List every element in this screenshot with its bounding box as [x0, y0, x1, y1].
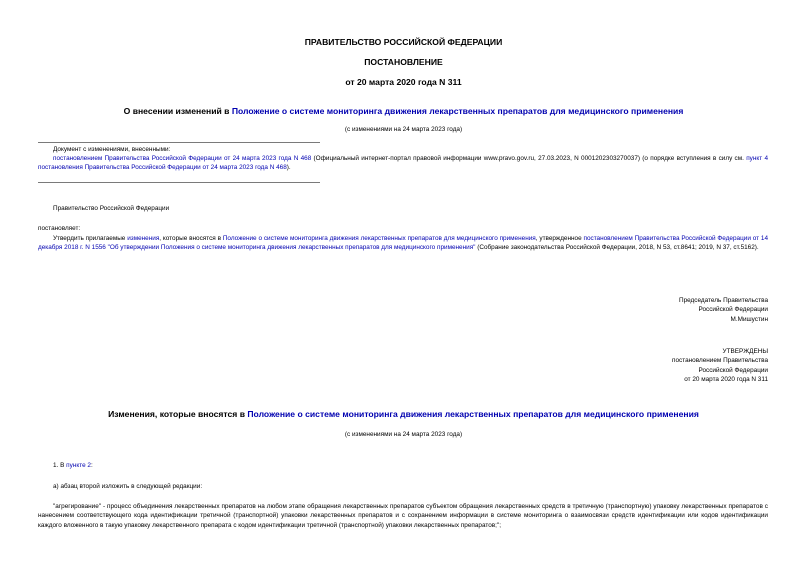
approval-line-3: Российской Федерации — [698, 366, 768, 374]
changes-edition-note: (с изменениями на 24 марта 2023 года) — [344, 431, 463, 438]
approval-line-4: от 20 марта 2020 года N 311 — [684, 376, 768, 384]
item-a: а) абзац второй изложить в следующей редакции: — [53, 483, 203, 490]
changes-bottom-divider — [38, 182, 320, 183]
changes-intro: Документ с изменениями, внесенными: — [53, 146, 171, 153]
changes-text — [38, 154, 768, 173]
regulation-title-link[interactable]: Положение о системе мониторинга движения лекарственных препаратов для медицинского применения — [231, 106, 684, 116]
changes-section-title — [0, 409, 807, 419]
approval-line-2: постановлением Правительства — [672, 357, 768, 365]
changes-regulation-link[interactable]: Положение о системе мониторинга движения лекарственных препаратов для медицинского применения — [247, 409, 699, 419]
government-title: ПРАВИТЕЛЬСТВО РОССИЙСКОЙ ФЕДЕРАЦИИ — [304, 37, 503, 47]
changes-title-prefix: Изменения, которые вносятся в — [108, 409, 248, 419]
entry-into-force-link[interactable]: пункт 4 постановления Правительства Российской Федерации от 24 марта 2023 года N 468 — [38, 155, 768, 172]
decree-paragraph — [38, 234, 768, 253]
changes-text-2: ). — [286, 164, 291, 172]
clause-2-link[interactable]: пункте 2 — [66, 462, 91, 469]
approval-line-1: УТВЕРЖДЕНЫ — [722, 348, 768, 355]
amendment-decree-link[interactable]: постановлением Правительства Российской Федерации от 24 марта 2023 года N 468 — [53, 155, 312, 162]
document-title-prefix: О внесении изменений в — [123, 106, 232, 116]
decree-text-c: , утвержденное — [535, 235, 584, 242]
approval-block — [672, 347, 768, 385]
changes-text-1: (Официальный интернет-портал правовой информации www.pravo.gov.ru, 27.03.2023, N 0001202303270037) (о порядке вступления в силу см. — [311, 155, 747, 162]
item-1-prefix: 1. В — [53, 462, 67, 469]
decree-text-b: , которые вносятся в — [159, 235, 223, 242]
document-date-number: от 20 марта 2020 года N 311 — [345, 77, 462, 87]
signature-line-1: Председатель Правительства — [679, 297, 768, 304]
edition-note: (с изменениями на 24 марта 2023 года) — [344, 126, 463, 133]
aggregation-definition: "агрегирование" - процесс объединения лекарственных препаратов на любом этапе обращения лекарственных препаратов субъектом обращения лекарственных средств в третичную (транспортную) упаковку лекарственных препаратов с нанесением соответствующего кода идентификации третичной (транспортной) упаковки лекарственных препаратов и с сохранением информации в системе мониторинга о взаимосвязи средств идентификации или кодов идентификации каждого вложенного в такую упаковку лекарственного препарата с кодом идентификации третичной (транспортной) упаковки лекарственных препаратов;"; — [38, 503, 768, 529]
document-type: ПОСТАНОВЛЕНИЕ — [364, 57, 443, 67]
decree-text-d: (Собрание законодательства Российской Федерации, 2018, N 53, ст.8641; 2019, N 37, ст.5162). — [475, 244, 759, 252]
changes-top-divider — [38, 142, 320, 143]
decree-1556-link[interactable]: постановлением Правительства Российской Федерации от 14 декабря 2018 г. N 1556 "Об утверждении Положения о системе мониторинга движения лекарственных препаратов для медицинского применения" — [38, 235, 769, 252]
decree-text-a: Утвердить прилагаемые — [53, 235, 128, 242]
changes-link[interactable]: изменения — [127, 235, 160, 242]
decrees-word: постановляет: — [38, 225, 81, 232]
item-1 — [53, 461, 93, 470]
document-title — [0, 106, 807, 116]
signature-line-2: Российской Федерации — [698, 306, 768, 314]
government-name: Правительство Российской Федерации — [53, 205, 170, 212]
regulation-link[interactable]: Положение о системе мониторинга движения лекарственных препаратов для медицинского применения — [222, 235, 536, 242]
signature-line-3: М.Мишустин — [730, 315, 768, 323]
signature-block — [679, 296, 768, 324]
item-1-suffix: : — [90, 462, 93, 469]
